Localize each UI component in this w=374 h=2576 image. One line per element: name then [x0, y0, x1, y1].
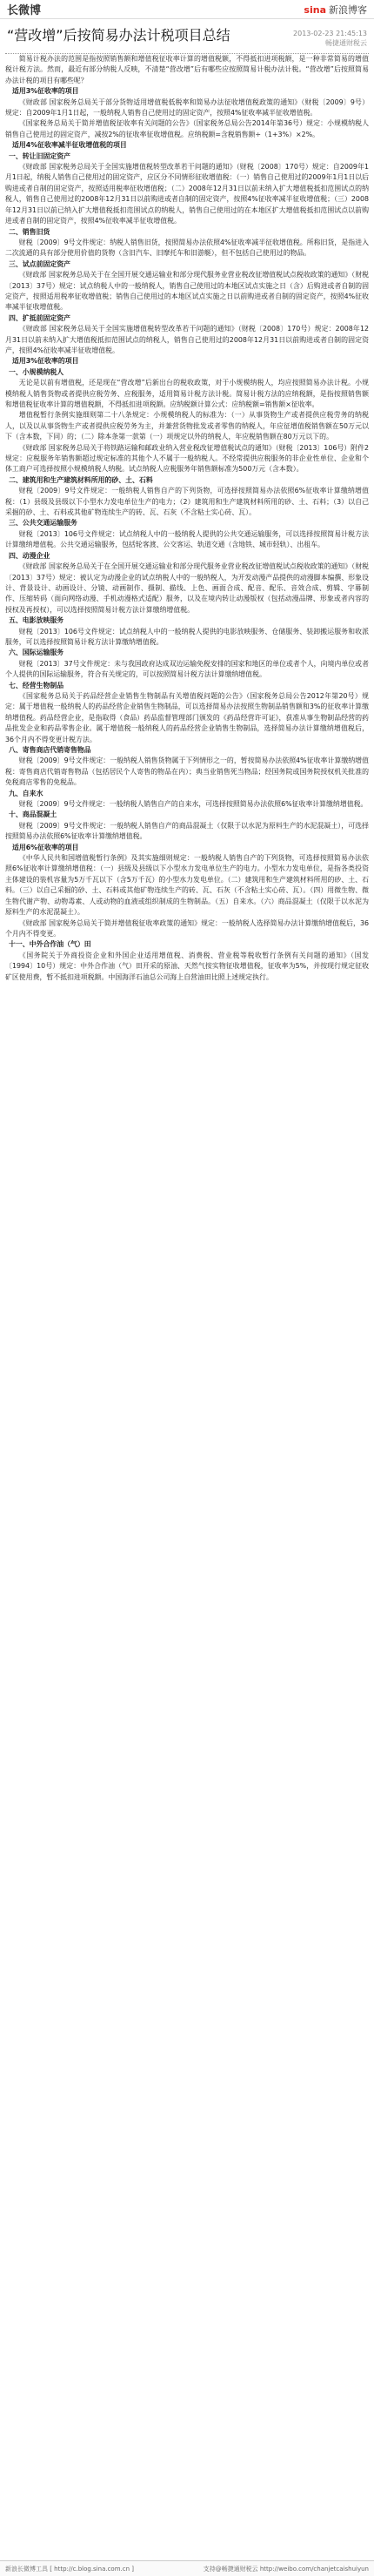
section-heading: 十一、中外合作油（气）田 [9, 940, 91, 949]
brand-label: 长微博 [7, 4, 42, 17]
section-heading: 五、电影放映服务 [9, 616, 64, 625]
section-heading: 六、国际运输服务 [9, 649, 64, 657]
sina-logo[interactable] [304, 3, 367, 17]
paragraph: 《财政部 国家税务总局关于在全国开展交通运输业和部分现代服务业营业税改征增值税试点税收政策的通知》（财税〔2013〕37号）规定：试点纳税人中的一般纳税人，销售自己使用过的本地区试点实施之日（含）后购进或者自制的固定资产，按照适用税率征收增值税；销售自己使用过的本地区试点实施之日以前购进或者自制的固定资产，按照4%征收率减半征收增值税。 [5, 271, 369, 312]
footer-support-link[interactable]: 支持@畅捷通财税云 http://weibo.com/chanjetcaishuiyun [203, 2565, 369, 2573]
section-heading: 三、公共交通运输服务 [9, 519, 77, 528]
paragraph: 《财政部 国家税务总局关于部分货物适用增值税低税率和简易办法征收增值税政策的通知》（财税〔2009〕9号）规定：自2009年1月1日起，一般纳税人销售自己使用过的固定资产，按照4%征收率减半征收增值税。 [5, 98, 369, 118]
paragraph: 财税〔2013〕106号文件规定：试点纳税人中的一般纳税人提供的电影放映服务、仓储服务、装卸搬运服务和收派服务，可以选择按照简易计税方法计算缴纳增值税。 [5, 627, 369, 646]
section-heading: 二、销售旧货 [9, 227, 50, 236]
paragraph: 财税〔2009〕9号文件规定：一般纳税人销售自产的商品混凝土（仅限于以水泥为原料生产的水泥混凝土），可选择按照简易办法依照6%征收率计算缴纳增值税。 [5, 821, 369, 841]
paragraph: 财税〔2009〕9号文件规定：一般纳税人销售自产的下列货物，可选择按照简易办法依照6%征收率计算缴纳增值税：（1）县级及县级以下小型水力发电单位生产的电力；（2）建筑用和生产建筑材料所用的砂、土、石料；（3）以自己采掘的砂、土、石料或其他矿物连续生产的砖、瓦、石灰（不含粘土实心砖、瓦）。 [5, 487, 369, 517]
paragraph: 《财政部 国家税务总局关于全国实施增值税转型改革若干问题的通知》（财税〔2008〕170号）规定：2008年12月31日以前未纳入扩大增值税抵扣范围试点的纳税人，销售自己使用过的2008年12月31日以前购进或者自制的固定资产，按照4%征收率减半征收增值税。 [5, 325, 369, 354]
section-heading: 十、商品混凝土 [9, 810, 57, 819]
section-heading: 一、小规模纳税人 [9, 367, 64, 376]
paragraph: 财税〔2013〕37号文件规定：未与我国政府达成双边运输免税安排的国家和地区的单位或者个人，向境内单位或者个人提供的国际运输服务，符合有关规定的，可以按照简易计税方法计算缴纳增值税。 [5, 659, 369, 679]
paragraph: 无论是以前有增值税，还是现在“营改增”后新出台的税收政策，对于小规模纳税人，均应按照简易办法计税。小规模纳税人销售货物或者提供应税劳务、应税服务，适用简易计税方法计税。简易计税方法的应纳税额，是指按照销售额和增值税征收率计算的增值税额，不得抵扣进项税额。应纳税额计算公式：应纳税额=销售额×征收率。 [5, 379, 369, 408]
section-heading: 一、转让旧固定资产 [9, 151, 71, 160]
section-heading: 适用3%征收率的项目 [12, 357, 79, 366]
article-title: “营改增”后按简易办法计税项目总结 [7, 27, 230, 44]
paragraph: 《财政部 国家税务总局关于将铁路运输和邮政业纳入营业税改征增值税试点的通知》（财税〔2013〕106号）附件2规定：应税服务年销售额超过规定标准的其他个人不属于一般纳税人。不经常提供应税服务的非企业性单位、企业和个体工商户可选择按照小规模纳税人纳税。试点纳税人应税服务年销售额标准为500万元（含本数）。 [5, 443, 369, 474]
paragraph: 增值税暂行条例实施细则第二十八条规定：小规模纳税人的标准为：（一）从事货物生产或者提供应税劳务的纳税人，以及以从事货物生产或者提供应税劳务为主，并兼营货物批发或者零售的纳税人，年应征增值税销售额在50万元以下（含本数，下同）的；（二）除本条第一款第（一）项规定以外的纳税人，年应税销售额在80万元以下的。 [5, 411, 369, 441]
section-heading: 二、建筑用和生产建筑材料所用的砂、土、石料 [9, 475, 153, 484]
article-body [5, 53, 369, 983]
paragraph: 简易计税办法的范围是指按照销售额和增值税征收率计算的增值税额，不得抵扣进项税额，是一种非常简易的增值税计税方法。然而，最近有部分纳税人反映，不清楚“营改增”后有哪些应按照简易计税办法计税。“营改增”后按照简易办法计税的项目有哪些呢？ [5, 55, 369, 84]
section-heading: 七、经营生物制品 [9, 681, 64, 689]
section-heading: 适用4%征收率减半征收增值税的项目 [12, 141, 127, 150]
paragraph: 财税〔2009〕9号文件规定：纳税人销售旧货，按照简易办法依照4%征收率减半征收增值税。所称旧货，是指进入二次流通的具有部分使用价值的货物（含旧汽车、旧摩托车和旧游艇），但不包括自己使用过的物品。 [5, 238, 369, 258]
paragraph: 《国家税务总局关于简并增值税征收率有关问题的公告》（国家税务总局公告2014年第36号）规定：小规模纳税人销售自己使用过的固定资产，减按2%的征收率征收增值税。应纳税额=含税销售额÷（1+3%）×2%。 [5, 119, 369, 138]
paragraph: 《财政部 国家税务总局关于全国实施增值税转型改革若干问题的通知》（财税〔2008〕170号）规定：自2009年1月1日起，纳税人销售自己使用过的固定资产，应区分不同情形征收增值税：（一）销售自己使用过的2009年1月1日以后购进或者自制的固定资产，按照适用税率征收增值税；（二）2008年12月31日以前未纳入扩大增值税抵扣范围试点的纳税人，销售自己使用过的2008年12月31日以前购进或者自制的固定资产，按照4%征收率减半征收增值税；（三）2008年12月31日以前已纳入扩大增值税抵扣范围试点的纳税人，销售自己使用过的在本地区扩大增值税抵扣范围试点以前购进或者自制的固定资产，按照4%征收率减半征收增值税。 [5, 163, 369, 225]
section-heading: 三、试点前固定资产 [9, 259, 71, 268]
article-header [0, 19, 374, 48]
paragraph: 《国家税务总局关于药品经营企业销售生物制品有关增值税问题的公告》（国家税务总局公告2012年第20号）规定：属于增值税一般纳税人的药品经营企业销售生物制品，可以选择简易办法按照生物制品销售额和3%的征收率计算缴纳增值税。药品经营企业，是指取得（食品）药品监督管理部门颁发的《药品经营许可证》，获准从事生物制品经营的药品批发企业和药品零售企业。属于增值税一般纳税人的药品经营企业销售生物制品，选择简易办法计算缴纳增值税后，36个月内不得变更计税方法。 [5, 691, 369, 743]
paragraph: 财税〔2009〕9号文件规定：一般纳税人销售货物属于下列情形之一的，暂按简易办法依照4%征收率计算缴纳增值税：寄售商店代销寄售物品（包括居民个人寄售的物品在内）；典当业销售死当物品；经国务院或国务院授权机关批准的免税商店零售的免税品。 [5, 757, 369, 787]
paragraph: 《财政部 国家税务总局关于在全国开展交通运输业和部分现代服务业营业税改征增值税试点税收政策的通知》（财税〔2013〕37号）规定：被认定为动漫企业的试点纳税人中的一般纳税人，为开发动漫产品提供的动漫脚本编撰、形象设计、背景设计、动画设计、分镜、动画制作、摄制、描线、上色、画面合成、配音、配乐、音效合成、剪辑、字幕制作、压缩转码（面向网络动漫、手机动漫格式适配）服务，以及在境内转让动漫版权（包括动漫品牌、形象或者内容的授权及再授权），可以选择按照简易计税方法计算缴纳增值税。 [5, 562, 369, 614]
logo-text: sina [304, 3, 326, 16]
section-heading: 四、动漫企业 [9, 551, 50, 560]
section-heading: 适用3%征收率的项目 [12, 87, 79, 96]
footer [0, 2560, 374, 2576]
section-heading: 九、自来水 [9, 789, 43, 797]
logo-sub: 新浪博客 [329, 3, 367, 16]
footer-tool-link[interactable]: 新浪长微博工具 [ http://c.blog.sina.com.cn ] [5, 2565, 134, 2573]
paragraph: 《财政部 国家税务总局关于简并增值税征收率政策的通知》规定：一般纳税人选择简易办法计算缴纳增值税后，36个月内不得变更。 [5, 918, 369, 938]
paragraph: 财税〔2013〕106号文件规定：试点纳税人中的一般纳税人提供的公共交通运输服务，可以选择按照简易计税方法计算缴纳增值税。公共交通运输服务，包括轮客渡、公交客运、轨道交通（含地铁、城市轻轨）、出租车。 [5, 529, 369, 549]
paragraph: 《国务院关于外商投资企业和外国企业适用增值税、消费税、营业税等税收暂行条例有关问题的通知》（国发〔1994〕10号）规定：中外合作油（气）田开采的原油、天然气按实物征收增值税，征收率为5%，并按现行规定征收矿区使用费，暂不抵扣进项税额。中国海洋石油总公司海上自营油田比照上述规定执行。 [5, 951, 369, 981]
section-heading: 四、扩抵前固定资产 [9, 313, 71, 322]
section-heading: 八、寄售商店代销寄售物品 [9, 746, 91, 754]
article-source[interactable]: 畅捷通财税云 [325, 39, 367, 47]
paragraph: 《中华人民共和国增值税暂行条例》及其实施细则规定：一般纳税人销售自产的下列货物，可选择按照简易办法依照6%征收率计算缴纳增值税：（一）县级及县级以下小型水力发电单位生产的电力。小型水力发电单位，是指各类投资主体建设的装机容量为5万千瓦以下（含5万千瓦）的小型水力发电单位。（二）建筑用和生产建筑材料所用的砂、土、石料。（三）以自己采掘的砂、土、石料或其他矿物连续生产的砖、瓦、石灰（不含粘土实心砖、瓦）。（四）用微生物、微生物代谢产物、动物毒素、人或动物的血液或组织制成的生物制品。（五）自来水。（六）商品混凝土（仅限于以水泥为原料生产的水泥混凝土）。 [5, 854, 369, 917]
section-heading: 适用6%征收率的项目 [12, 843, 79, 851]
paragraph: 财税〔2009〕9号文件规定：一般纳税人销售自产的自来水，可选择按照简易办法依照6%征收率计算缴纳增值税。 [18, 800, 368, 809]
top-bar [0, 0, 374, 19]
article-date: 2013-02-23 21:45:13 [293, 30, 367, 37]
